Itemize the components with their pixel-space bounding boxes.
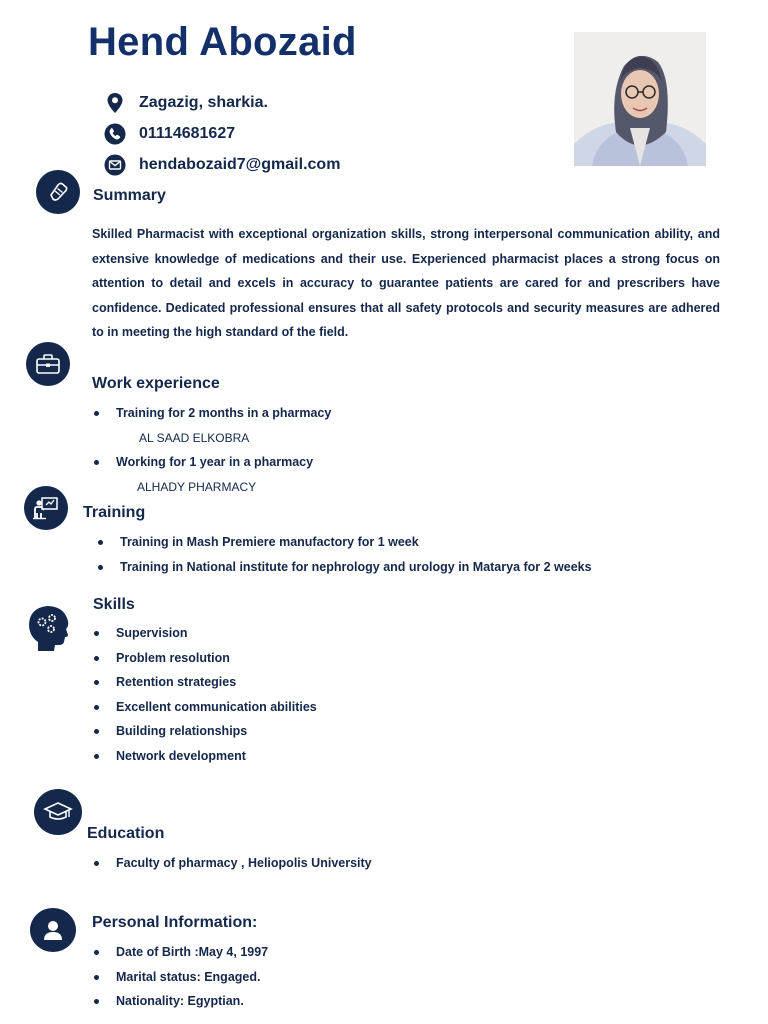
contact-phone <box>104 122 235 146</box>
contact-email-text: hendabozaid7@gmail.com <box>139 156 341 173</box>
work-place: ALHADY PHARMACY <box>137 479 257 494</box>
bullet <box>94 729 99 734</box>
list-item: Training for 2 months in a pharmacy <box>116 401 331 426</box>
contact-location <box>104 91 268 115</box>
bullet <box>94 861 99 866</box>
list-item: Faculty of pharmacy , Heliopolis University <box>116 851 372 876</box>
work-experience-list <box>116 401 331 499</box>
presenter-board-icon <box>24 486 68 530</box>
training-list <box>120 530 592 579</box>
summary-title: Summary <box>93 187 166 204</box>
contact-email <box>104 153 340 177</box>
list-item: Supervision <box>116 621 317 646</box>
bullet <box>94 705 99 710</box>
list-item: Nationality: Egyptian. <box>116 989 268 1014</box>
briefcase-icon <box>26 342 70 386</box>
list-item: Training in National institute for nephrology and urology in Matarya for 2 weeks <box>120 555 592 580</box>
cv-name: Hend Abozaid <box>88 20 357 64</box>
bullet <box>98 565 103 570</box>
hand-bandage-icon <box>36 170 80 214</box>
bullet <box>94 460 99 465</box>
list-item: Building relationships <box>116 719 317 744</box>
list-item: Date of Birth :May 4, 1997 <box>116 940 268 965</box>
list-item: Training in Mash Premiere manufactory for 1 week <box>120 530 592 555</box>
contact-location-text: Zagazig, sharkia. <box>139 94 268 111</box>
work-place: AL SAAD ELKOBRA <box>139 430 250 445</box>
person-icon <box>30 908 76 952</box>
summary-text: Skilled Pharmacist with exceptional organization skills, strong interpersonal communication ability, and extensive knowledge of medications and their use. Experienced pharmacist places a strong focus on attention to detail and excels in accuracy to guarantee patients are cared for and prescribers have confidence. Dedicated professional ensures that all safety protocols and security measures are adhered to in meeting the high standard of the field. <box>92 227 720 340</box>
head-gears-icon <box>26 604 72 652</box>
bullet <box>94 656 99 661</box>
bullet <box>94 950 99 955</box>
list-item-sub <box>116 426 331 451</box>
bullet <box>94 754 99 759</box>
education-list <box>116 851 372 876</box>
bullet <box>94 631 99 636</box>
contact-phone-text: 01114681627 <box>139 125 236 142</box>
list-item: Excellent communication abilities <box>116 695 317 720</box>
list-item: Marital status: Engaged. <box>116 965 268 990</box>
bullet <box>94 411 99 416</box>
location-pin-icon <box>104 92 126 114</box>
phone-icon <box>104 123 126 145</box>
bullet <box>98 540 103 545</box>
bullet <box>94 975 99 980</box>
list-item: Problem resolution <box>116 646 317 671</box>
skills-title: Skills <box>93 596 135 613</box>
bullet <box>94 680 99 685</box>
profile-photo <box>574 32 706 166</box>
envelope-icon <box>104 154 126 176</box>
list-item: Network development <box>116 744 317 769</box>
personal-info-title: Personal Information: <box>92 914 258 931</box>
bullet <box>94 999 99 1004</box>
skills-list <box>116 621 317 769</box>
graduation-cap-icon <box>34 789 82 835</box>
list-item-sub <box>116 475 331 500</box>
list-item: Working for 1 year in a pharmacy <box>116 450 331 475</box>
work-experience-title: Work experience <box>92 375 220 392</box>
training-title: Training <box>83 504 146 521</box>
list-item: Retention strategies <box>116 670 317 695</box>
personal-info-list <box>116 940 268 1014</box>
education-title: Education <box>87 825 165 842</box>
